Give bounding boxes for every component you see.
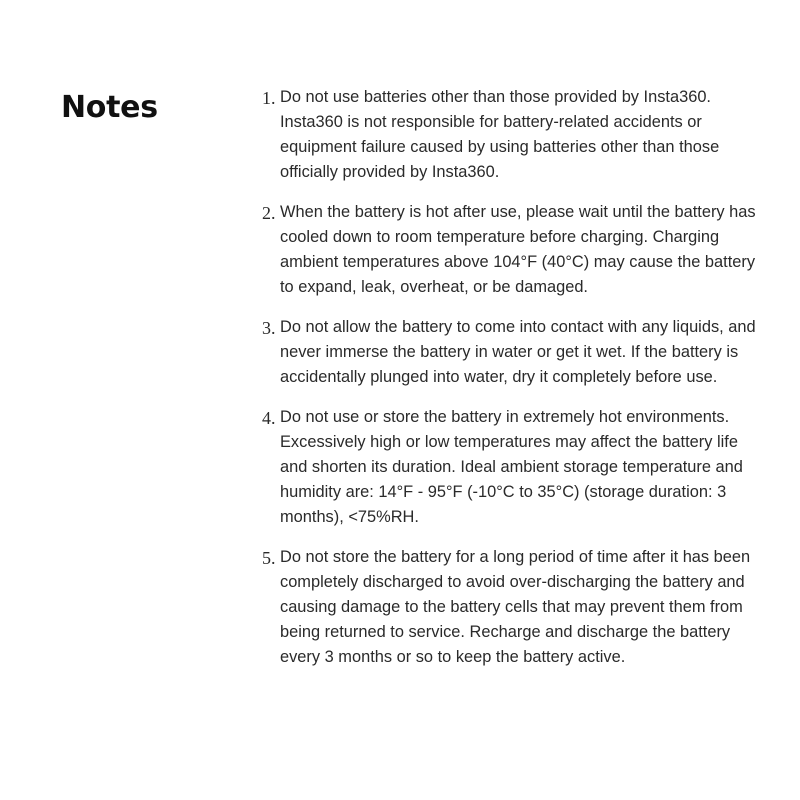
list-item — [258, 200, 758, 300]
list-item — [258, 315, 758, 390]
note-text: Do not use or store the battery in extremely hot environments. Excessively high or low temperatures may affect the battery life and shorten its duration. Ideal ambient storage temperature and humidity are: 14°F - 95°F (-10°C to 35°C) (storage duration: 3 months), <75%RH. — [280, 408, 743, 526]
list-item — [258, 545, 758, 670]
note-text: Do not use batteries other than those provided by Insta360. Insta360 is not responsible for battery-related accidents or equipment failure caused by using batteries other than those officially provided by Insta360. — [280, 88, 720, 181]
note-number: 5. — [262, 548, 276, 568]
list-item — [258, 405, 758, 530]
note-number: 4. — [262, 408, 276, 428]
notes-list — [258, 85, 758, 685]
note-number: 3. — [262, 318, 276, 338]
note-number: 2. — [262, 203, 276, 223]
note-number: 1. — [262, 88, 276, 108]
note-text: Do not allow the battery to come into contact with any liquids, and never immerse the battery in water or get it wet. If the battery is accidentally plunged into water, dry it completely before use. — [280, 318, 756, 386]
list-item — [258, 85, 758, 185]
page-title: Notes — [61, 90, 158, 125]
note-text: Do not store the battery for a long period of time after it has been completely discharged to avoid over-discharging the battery and causing damage to the battery cells that may prevent them from being returned to service. Recharge and discharge the battery every 3 months or so to keep the battery active. — [280, 548, 751, 666]
note-text: When the battery is hot after use, please wait until the battery has cooled down to room temperature before charging. Charging ambient temperatures above 104°F (40°C) may cause the battery to expand, leak, overheat, or be damaged. — [280, 203, 756, 296]
